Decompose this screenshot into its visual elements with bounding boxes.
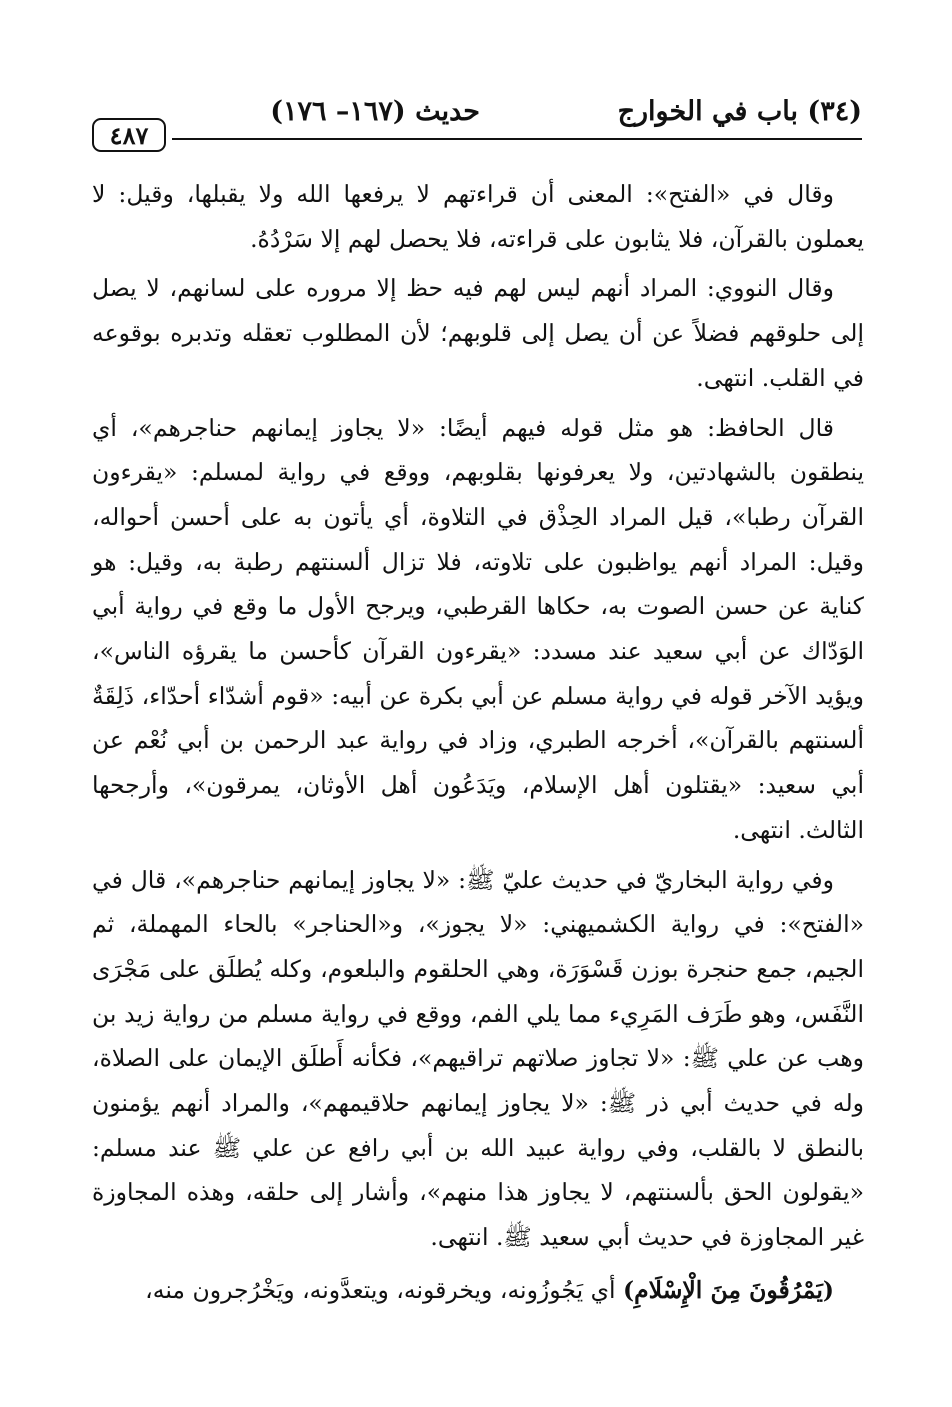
page-number: ٤٨٧ <box>92 118 166 152</box>
running-header <box>92 92 862 154</box>
page-body <box>92 172 864 1318</box>
chapter-title: (٣٤) باب في الخوارج <box>617 96 862 127</box>
paragraph-nawawi: وقال النووي: المراد أنهم ليس لهم فيه حظ إلا مروره على لسانهم، لا يصل إلى حلوقهم فضلاً عن أن يصل إلى قلوبهم؛ لأن المطلوب تعقله وتدبره بوقوعه في القلب. انتهى. <box>92 274 864 392</box>
paragraph-fath: وقال في «الفتح»: المعنى أن قراءتهم لا يرفعها الله ولا يقبلها، وقيل: لا يعملون بالقرآن، فلا يثابون على قراءته، فلا يحصل لهم إلا سَرْدُهُ. <box>92 180 864 253</box>
hadith-range: حديث (١٦٧– ١٧٦) <box>270 96 480 127</box>
paragraph-bukhari: وفي رواية البخاريّ في حديث عليّ ﷺ: «لا يجاوز إيمانهم حناجرهم»، قال في «الفتح»: في رواية الكشميهني: «لا يجوز»، و«الحناجر» بالحاء المهملة، ثم الجيم، جمع حنجرة بوزن قَسْوَرَة، وهي الحلقوم والبلعوم، وكله يُطلَق على مَجْرَى النَّفَس، وهو طَرَف المَرِيء مما يلي الفم، ووقع في رواية مسلم من رواية زيد بن وهب عن علي ﷺ: «لا تجاوز صلاتهم تراقيهم»، فكأنه أَطلَق الإيمان على الصلاة، وله في حديث أبي ذر ﷺ: «لا يجاوز إيمانهم حلاقيمهم»، والمراد أنهم يؤمنون بالنطق لا بالقلب، وفي رواية عبيد الله بن أبي رافع عن علي ﷺ عند مسلم: «يقولون الحق بألسنتهم، لا يجاوز هذا منهم»، وأشار إلى حلقه، وهذه المجاوزة غير المجاوزة في حديث أبي سعيد ﷺ. انتهى. <box>92 865 864 1252</box>
term-explanation: أي يَجُوزُونه، ويخرقونه، ويتعدَّونه، ويَخْرُجرون منه، <box>145 1275 623 1304</box>
hadith-term: (يَمْرُقُونَ مِنَ الْإِسْلَامِ) <box>623 1275 834 1304</box>
header-rule <box>172 138 862 140</box>
paragraph-yamruqun <box>92 1268 864 1313</box>
paragraph-hafiz: قال الحافظ: هو مثل قوله فيهم أيضًا: «لا يجاوز إيمانهم حناجرهم»، أي ينطقون بالشهادتين، ولا يعرفونها بقلوبهم، ووقع في رواية لمسلم: «يقرءون القرآن رطبا»، قيل المراد الحِذْق في التلاوة، أي يأتون به على أحسن أحواله، وقيل: المراد أنهم يواظبون على تلاوته، فلا تزال ألسنتهم رطبة به، وقيل: هو كناية عن حسن الصوت به، حكاها القرطبي، ويرجح الأول ما وقع في رواية أبي الوَدّاك عن أبي سعيد عند مسدد: «يقرءون القرآن كأحسن ما يقرؤه الناس»، ويؤيد الآخر قوله في رواية مسلم عن أبي بكرة عن أبيه: «قوم أشدّاء أحدّاء، ذَلِقَةٌ ألسنتهم بالقرآن»، أخرجه الطبري، وزاد في رواية عبد الرحمن بن أبي نُعْم عن أبي سعيد: «يقتلون أهل الإسلام، ويَدَعُون أهل الأوثان، يمرقون»، وأرجحها الثالث. انتهى. <box>92 413 864 844</box>
